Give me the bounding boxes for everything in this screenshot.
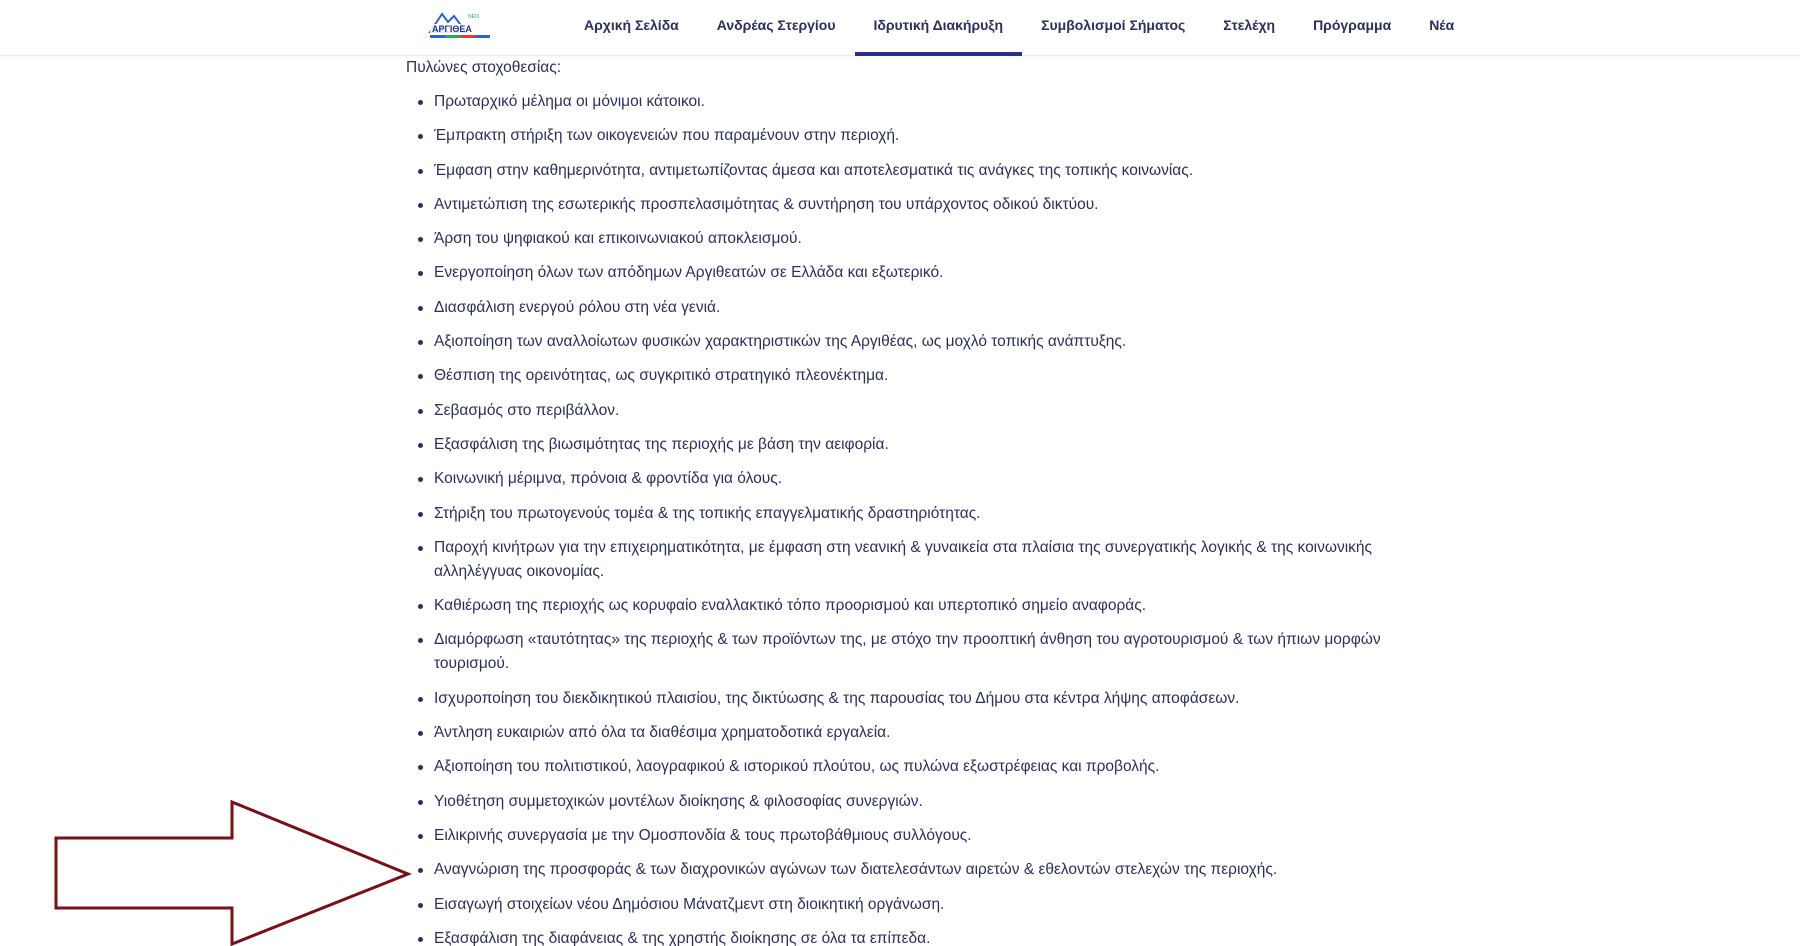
pillar-list-item: Αναγνώριση της προσφοράς & των διαχρονικών αγώνων των διατελεσάντων αιρετών & εθελοντών στελεχών της περιοχής. [406, 858, 1406, 882]
nav-item[interactable] [1204, 0, 1294, 52]
pillar-list-item: Άρση του ψηφιακού και επικοινωνιακού αποκλεισμού. [406, 227, 1406, 251]
pillar-list-item: Έμπρακτη στήριξη των οικογενειών που παραμένουν στην περιοχή. [406, 124, 1406, 148]
logo-mark-icon [428, 10, 492, 42]
pillar-list-item: Καθιέρωση της περιοχής ως κορυφαίο εναλλακτικό τόπο προορισμού και υπερτοπικό σημείο αναφοράς. [406, 594, 1406, 618]
pillar-list-item: Αξιοποίηση των αναλλοίωτων φυσικών χαρακτηριστικών της Αργιθέας, ως μοχλό τοπικής ανάπτυξης. [406, 330, 1406, 354]
main-nav [565, 0, 1473, 55]
nav-item-label: Νέα [1429, 17, 1455, 33]
pillars-heading: Πυλώνες στοχοθεσίας: [406, 59, 562, 76]
pillar-list-item: Σεβασμός στο περιβάλλον. [406, 399, 1406, 423]
nav-item-label: Πρόγραμμα [1313, 17, 1392, 33]
pillars-list [406, 90, 1406, 946]
pillar-list-item: Αξιοποίηση του πολιτιστικού, λαογραφικού & ιστορικού πλούτου, ως πυλώνα εξωστρέφειας και προβολής. [406, 755, 1406, 779]
pillar-list-item: Έμφαση στην καθημερινότητα, αντιμετωπίζοντας άμεσα και αποτελεσματικά τις ανάγκες της τοπικής κοινωνίας. [406, 159, 1406, 183]
pillar-list-item: Αντιμετώπιση της εσωτερικής προσπελασιμότητας & συντήρηση του υπάρχοντος οδικού δικτύου. [406, 193, 1406, 217]
pillar-list-item: Παροχή κινήτρων για την επιχειρηματικότητα, με έμφαση στη νεανική & γυναικεία στα πλαίσια της συνεργατικής λογικής & της κοινωνικής αλληλέγγυας οικονομίας. [406, 536, 1406, 584]
pillar-list-item: Πρωταρχικό μέλημα οι μόνιμοι κάτοικοι. [406, 90, 1406, 114]
nav-item[interactable] [698, 0, 855, 52]
pillar-list-item: Άντληση ευκαιριών από όλα τα διαθέσιμα χρηματοδοτικά εργαλεία. [406, 721, 1406, 745]
nav-item[interactable] [855, 0, 1023, 52]
nav-item[interactable] [565, 0, 698, 52]
pillar-list-item: Κοινωνική μέριμνα, πρόνοια & φροντίδα για όλους. [406, 467, 1406, 491]
annotation-arrow-icon [54, 800, 414, 946]
pillar-list-item: Στήριξη του πρωτογενούς τομέα & της τοπικής επαγγελματικής δραστηριότητας. [406, 502, 1406, 526]
pillar-list-item: Υιοθέτηση συμμετοχικών μοντέλων διοίκησης & φιλοσοφίας συνεργιών. [406, 790, 1406, 814]
site-header [0, 0, 1800, 56]
pillar-list-item: Ισχυροποίηση του διεκδικητικού πλαισίου, της δικτύωσης & της παρουσίας του Δήμου στα κέντρα λήψης αποφάσεων. [406, 687, 1406, 711]
pillar-list-item: Διασφάλιση ενεργού ρόλου στη νέα γενιά. [406, 296, 1406, 320]
pillar-list-item: Θέσπιση της ορεινότητας, ως συγκριτικό στρατηγικό πλεονέκτημα. [406, 364, 1406, 388]
nav-item-label: Αρχική Σελίδα [584, 17, 679, 33]
nav-item-label: Στελέχη [1223, 17, 1276, 33]
svg-text:ΝΕΟ: ΝΕΟ [468, 14, 479, 20]
nav-item-label: Ιδρυτική Διακήρυξη [873, 17, 1004, 33]
nav-item-label: Συμβολισμοί Σήματος [1041, 17, 1186, 33]
pillar-list-item: Εξασφάλιση της βιωσιμότητας της περιοχής με βάση την αειφορία. [406, 433, 1406, 457]
pillar-list-item: Εισαγωγή στοιχείων νέου Δημόσιου Μάνατζμεντ στη διοικητική οργάνωση. [406, 893, 1406, 917]
pillar-list-item: Διαμόρφωση «ταυτότητας» της περιοχής & των προϊόντων της, με στόχο την προοπτική άνθηση του αγροτουρισμού & των ήπιων μορφών τουρισμού. [406, 628, 1406, 676]
nav-item[interactable] [1022, 0, 1204, 52]
nav-item[interactable] [1410, 0, 1473, 52]
pillar-list-item: Ειλικρινής συνεργασία με την Ομοσπονδία & τους πρωτοβάθμιους συλλόγους. [406, 824, 1406, 848]
pillar-list-item: Εξασφάλιση της διαφάνειας & της χρηστής διοίκησης σε όλα τα επίπεδα. [406, 927, 1406, 946]
main-content [406, 55, 1406, 946]
nav-item[interactable] [1294, 0, 1410, 52]
svg-text:ΑΡΓΙΘΕΑ: ΑΡΓΙΘΕΑ [432, 24, 472, 34]
site-logo[interactable] [428, 10, 492, 42]
pillar-list-item: Ενεργοποίηση όλων των απόδημων Αργιθεατών σε Ελλάδα και εξωτερικό. [406, 261, 1406, 285]
nav-item-label: Ανδρέας Στεργίου [716, 17, 836, 33]
